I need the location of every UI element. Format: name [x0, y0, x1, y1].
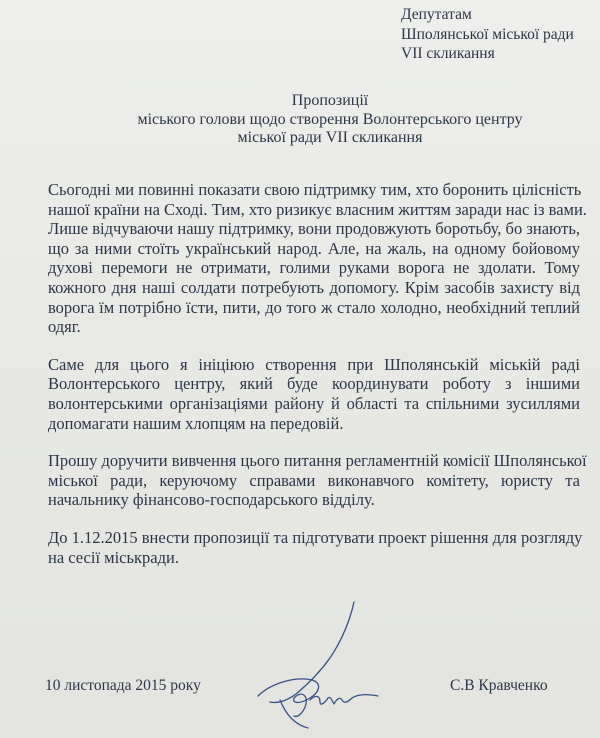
text-line: начальнику фінансово-господарського відділу.: [48, 490, 375, 510]
text-line: Сьогодні ми повинні показати свою підтримку тим, хто боронить цілісність: [48, 180, 582, 199]
signer-name: С.В Кравченко: [450, 677, 548, 694]
title-line: міського голови щодо створення Волонтерського центру: [137, 110, 523, 128]
handwritten-signature: [250, 600, 390, 732]
text-line: Лише відчуваючи нашу підтримку, вони продовжують боротьбу, бо знають,: [48, 219, 580, 239]
paragraph-2: [48, 355, 580, 433]
paragraph-3: [48, 451, 587, 510]
addressee-line: VII скликання: [401, 45, 495, 62]
document-title: [100, 92, 560, 148]
addressee-block: [401, 5, 574, 64]
title-line: міської ради VII скликання: [237, 129, 423, 146]
text-line: одяг.: [48, 317, 81, 337]
text-line: кожного дня наші солдати потребують допомогу. Крім засобів захисту від: [48, 277, 580, 297]
text-line: нашої країни на Сході. Тим, хто ризикує власним життям заради нас із вами.: [48, 199, 587, 219]
paragraph-4: [48, 527, 583, 567]
text-line: міської ради, керуючому справами виконавчого комітету, юристу та: [48, 470, 580, 490]
text-line: ворога їм потрібно їсти, пити, до того ж стало холодно, необхідний теплий: [48, 297, 580, 317]
text-line: духові перемоги не отримати, голими руками ворога не здолати. Тому: [48, 258, 580, 278]
text-line: волонтерськими організаціями району й області та спільними зусиллями: [48, 393, 580, 413]
text-line: Волонтерського центру, який буде координувати роботу з іншими: [48, 374, 580, 394]
text-line: що за ними стоїть український народ. Але, на жаль, на одному бойовому: [48, 238, 580, 258]
title-line: Пропозиції: [291, 92, 369, 109]
text-line: Саме для цього я ініціюю створення при Шполянській міській раді: [48, 354, 580, 374]
text-line: До 1.12.2015 внести пропозиції та підготувати проект рішення для розгляду: [48, 527, 583, 547]
text-line: на сесії міськради.: [48, 547, 179, 567]
text-line: допомагати нашим хлопцям на передовій.: [48, 413, 344, 433]
addressee-line: Депутатам: [401, 6, 472, 23]
addressee-line: Шполянської міської ради: [401, 25, 574, 43]
document-date: 10 листопада 2015 року: [45, 677, 201, 694]
text-line: Прошу доручити вивчення цього питання регламентній комісії Шполянської: [48, 451, 587, 471]
document-body: [48, 180, 587, 585]
paragraph-1: [48, 180, 587, 337]
